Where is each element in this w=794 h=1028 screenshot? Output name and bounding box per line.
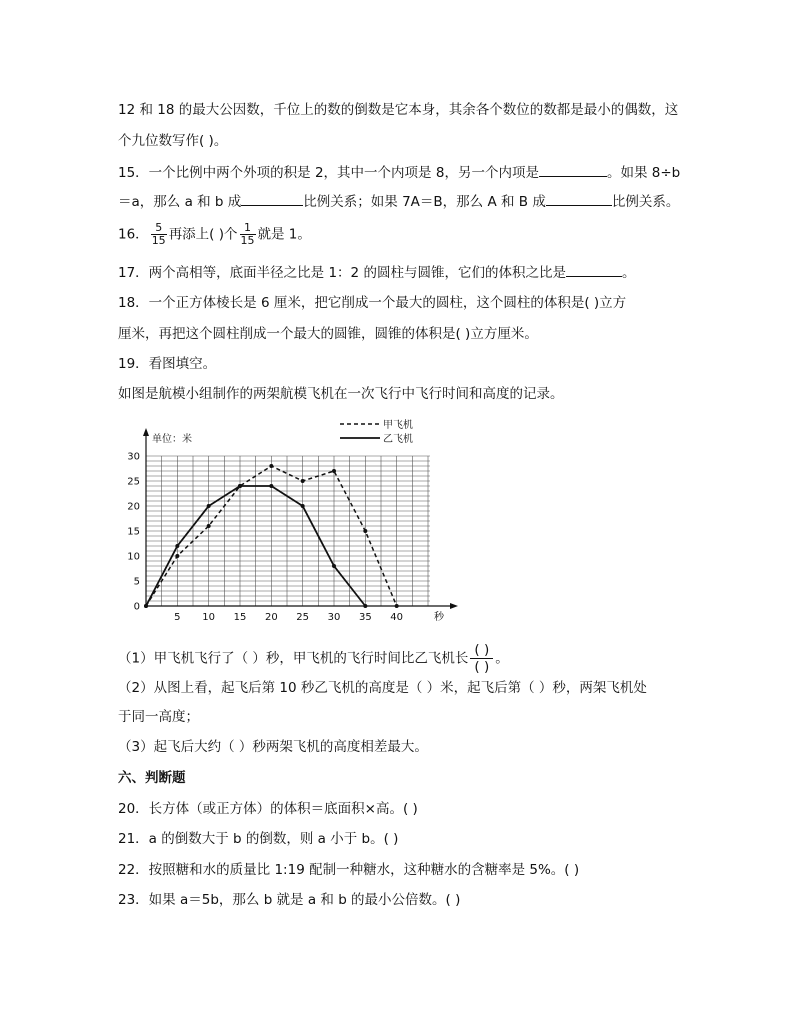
y-axis-arrow: [143, 428, 149, 436]
q16-suffix: 就是 1。: [257, 226, 311, 243]
series-point-1: [269, 464, 273, 468]
q15-text-a: 15．一个比例中两个外项的积是 2，其中一个内项是 8，另一个内项是: [118, 165, 539, 181]
series-point-2: [269, 484, 273, 488]
series-point-1: [175, 554, 179, 558]
y-unit-label: 单位：米: [152, 434, 192, 445]
q19-title: 19．看图填空。: [118, 356, 217, 372]
q15-text-e: 比例关系。: [611, 194, 680, 210]
q16-f1-denominator: 15: [151, 234, 166, 247]
x-tick-label: 5: [174, 612, 181, 622]
q19-sub1-fraction: [470, 642, 493, 675]
q21-line: 21．a 的倒数大于 b 的倒数，则 a 小于 b。( ): [118, 831, 399, 847]
q19-sub2-line2: 于同一高度；: [118, 709, 199, 725]
x-axis-arrow: [450, 603, 458, 609]
q19-sub1-denominator[interactable]: ( ): [474, 659, 490, 675]
q16-f2-numerator: 1: [240, 222, 256, 235]
y-tick-label: 25: [127, 476, 140, 488]
y-tick-label: 10: [127, 551, 140, 563]
x-tick-label: 35: [358, 612, 372, 622]
q16-f2-denominator: 15: [240, 234, 255, 247]
x-tick-label: 40: [390, 612, 404, 622]
q16-fraction-1: [151, 222, 167, 247]
q16-line: [118, 222, 311, 247]
series-point-2: [363, 604, 367, 608]
q15-blank-1[interactable]: [539, 162, 607, 177]
q14-line2: 个九位数写作( )。: [118, 133, 228, 149]
q14-line1: 12 和 18 的最大公因数，千位上的数的倒数是它本身，其余各个数位的数都是最小的偶数，这: [118, 102, 679, 118]
q15-blank-3[interactable]: [546, 191, 612, 206]
q19-sub1-end: 。: [495, 650, 509, 667]
q17-blank[interactable]: [566, 262, 622, 277]
q19-sub1-text: （1）甲飞机飞行了（ ）秒，甲飞机的飞行时间比乙飞机长: [118, 650, 469, 667]
q17-line: [118, 262, 635, 283]
q18-line2: 厘米，再把这个圆柱削成一个最大的圆锥，圆锥的体积是( )立方厘米。: [118, 326, 538, 342]
q15-text-c: ＝a，那么 a 和 b 成: [118, 194, 242, 210]
q16-prefix: 16．: [118, 226, 149, 243]
q15-text-b: 。如果 8÷b: [606, 165, 681, 181]
q15-text-d: 比例关系；如果 7A＝B，那么 A 和 B 成: [303, 194, 546, 210]
chart-legend: [340, 418, 413, 445]
x-tick-label: 30: [327, 612, 341, 622]
y-tick-label: 0: [133, 601, 140, 613]
chart-ticks: [127, 432, 445, 622]
series-point-1: [363, 529, 367, 533]
q17-text-a: 17．两个高相等，底面半径之比是 1：2 的圆柱与圆锥，它们的体积之比是: [118, 265, 566, 281]
q16-fraction-2: [240, 222, 256, 247]
q19-sub2-line1: （2）从图上看，起飞后第 10 秒乙飞机的高度是（ ）米，起飞后第（ ）秒，两架飞机处: [118, 680, 647, 696]
y-tick-label: 15: [127, 526, 140, 538]
chart-axes: [143, 428, 458, 609]
series-point-2: [207, 504, 211, 508]
series-point-1: [301, 479, 305, 483]
y-tick-label: 20: [127, 501, 140, 513]
x-tick-label: 20: [264, 612, 278, 622]
x-tick-label: 15: [233, 612, 247, 622]
legend-label-2: 乙飞机: [383, 434, 413, 445]
x-tick-label: 25: [296, 612, 310, 622]
q15-line1: [118, 162, 680, 183]
q19-sub3: （3）起飞后大约（ ）秒两架飞机的高度相差最大。: [118, 739, 428, 755]
series-point-2: [238, 484, 242, 488]
series-point-2: [332, 564, 336, 568]
series-point-1: [395, 604, 399, 608]
q17-text-b: 。: [621, 265, 636, 281]
q19-sub1: [118, 642, 509, 675]
q15-line2: [118, 191, 679, 212]
series-point-2: [301, 504, 305, 508]
y-tick-label: 30: [127, 451, 140, 463]
legend-label-1: 甲飞机: [383, 420, 413, 431]
q19-sub1-numerator[interactable]: ( ): [470, 642, 493, 659]
series-point-2: [144, 604, 148, 608]
x-tick-label: 10: [202, 612, 216, 622]
q16-f1-numerator: 5: [151, 222, 167, 235]
q19-intro: 如图是航模小组制作的两架航模飞机在一次飞行中飞行时间和高度的记录。: [118, 386, 564, 402]
q16-mid: 再添上( )个: [168, 226, 238, 243]
q22-line: 22．按照糖和水的质量比 1:19 配制一种糖水，这种糖水的含糖率是 5%。( ): [118, 862, 580, 878]
flight-chart: [118, 412, 478, 622]
series-point-1: [332, 469, 336, 473]
series-point-1: [207, 524, 211, 528]
series-point-2: [175, 544, 179, 548]
q18-line1: 18．一个正方体棱长是 6 厘米，把它削成一个最大的圆柱，这个圆柱的体积是( )立方: [118, 295, 627, 311]
q23-line: 23．如果 a＝5b，那么 b 就是 a 和 b 的最小公倍数。( ): [118, 892, 461, 908]
q20-line: 20．长方体（或正方体）的体积＝底面积×高。( ): [118, 801, 418, 817]
x-axis-label: 秒: [434, 612, 444, 622]
q15-blank-2[interactable]: [241, 191, 303, 206]
y-tick-label: 5: [133, 576, 140, 588]
section-6-heading: 六、判断题: [118, 770, 186, 786]
